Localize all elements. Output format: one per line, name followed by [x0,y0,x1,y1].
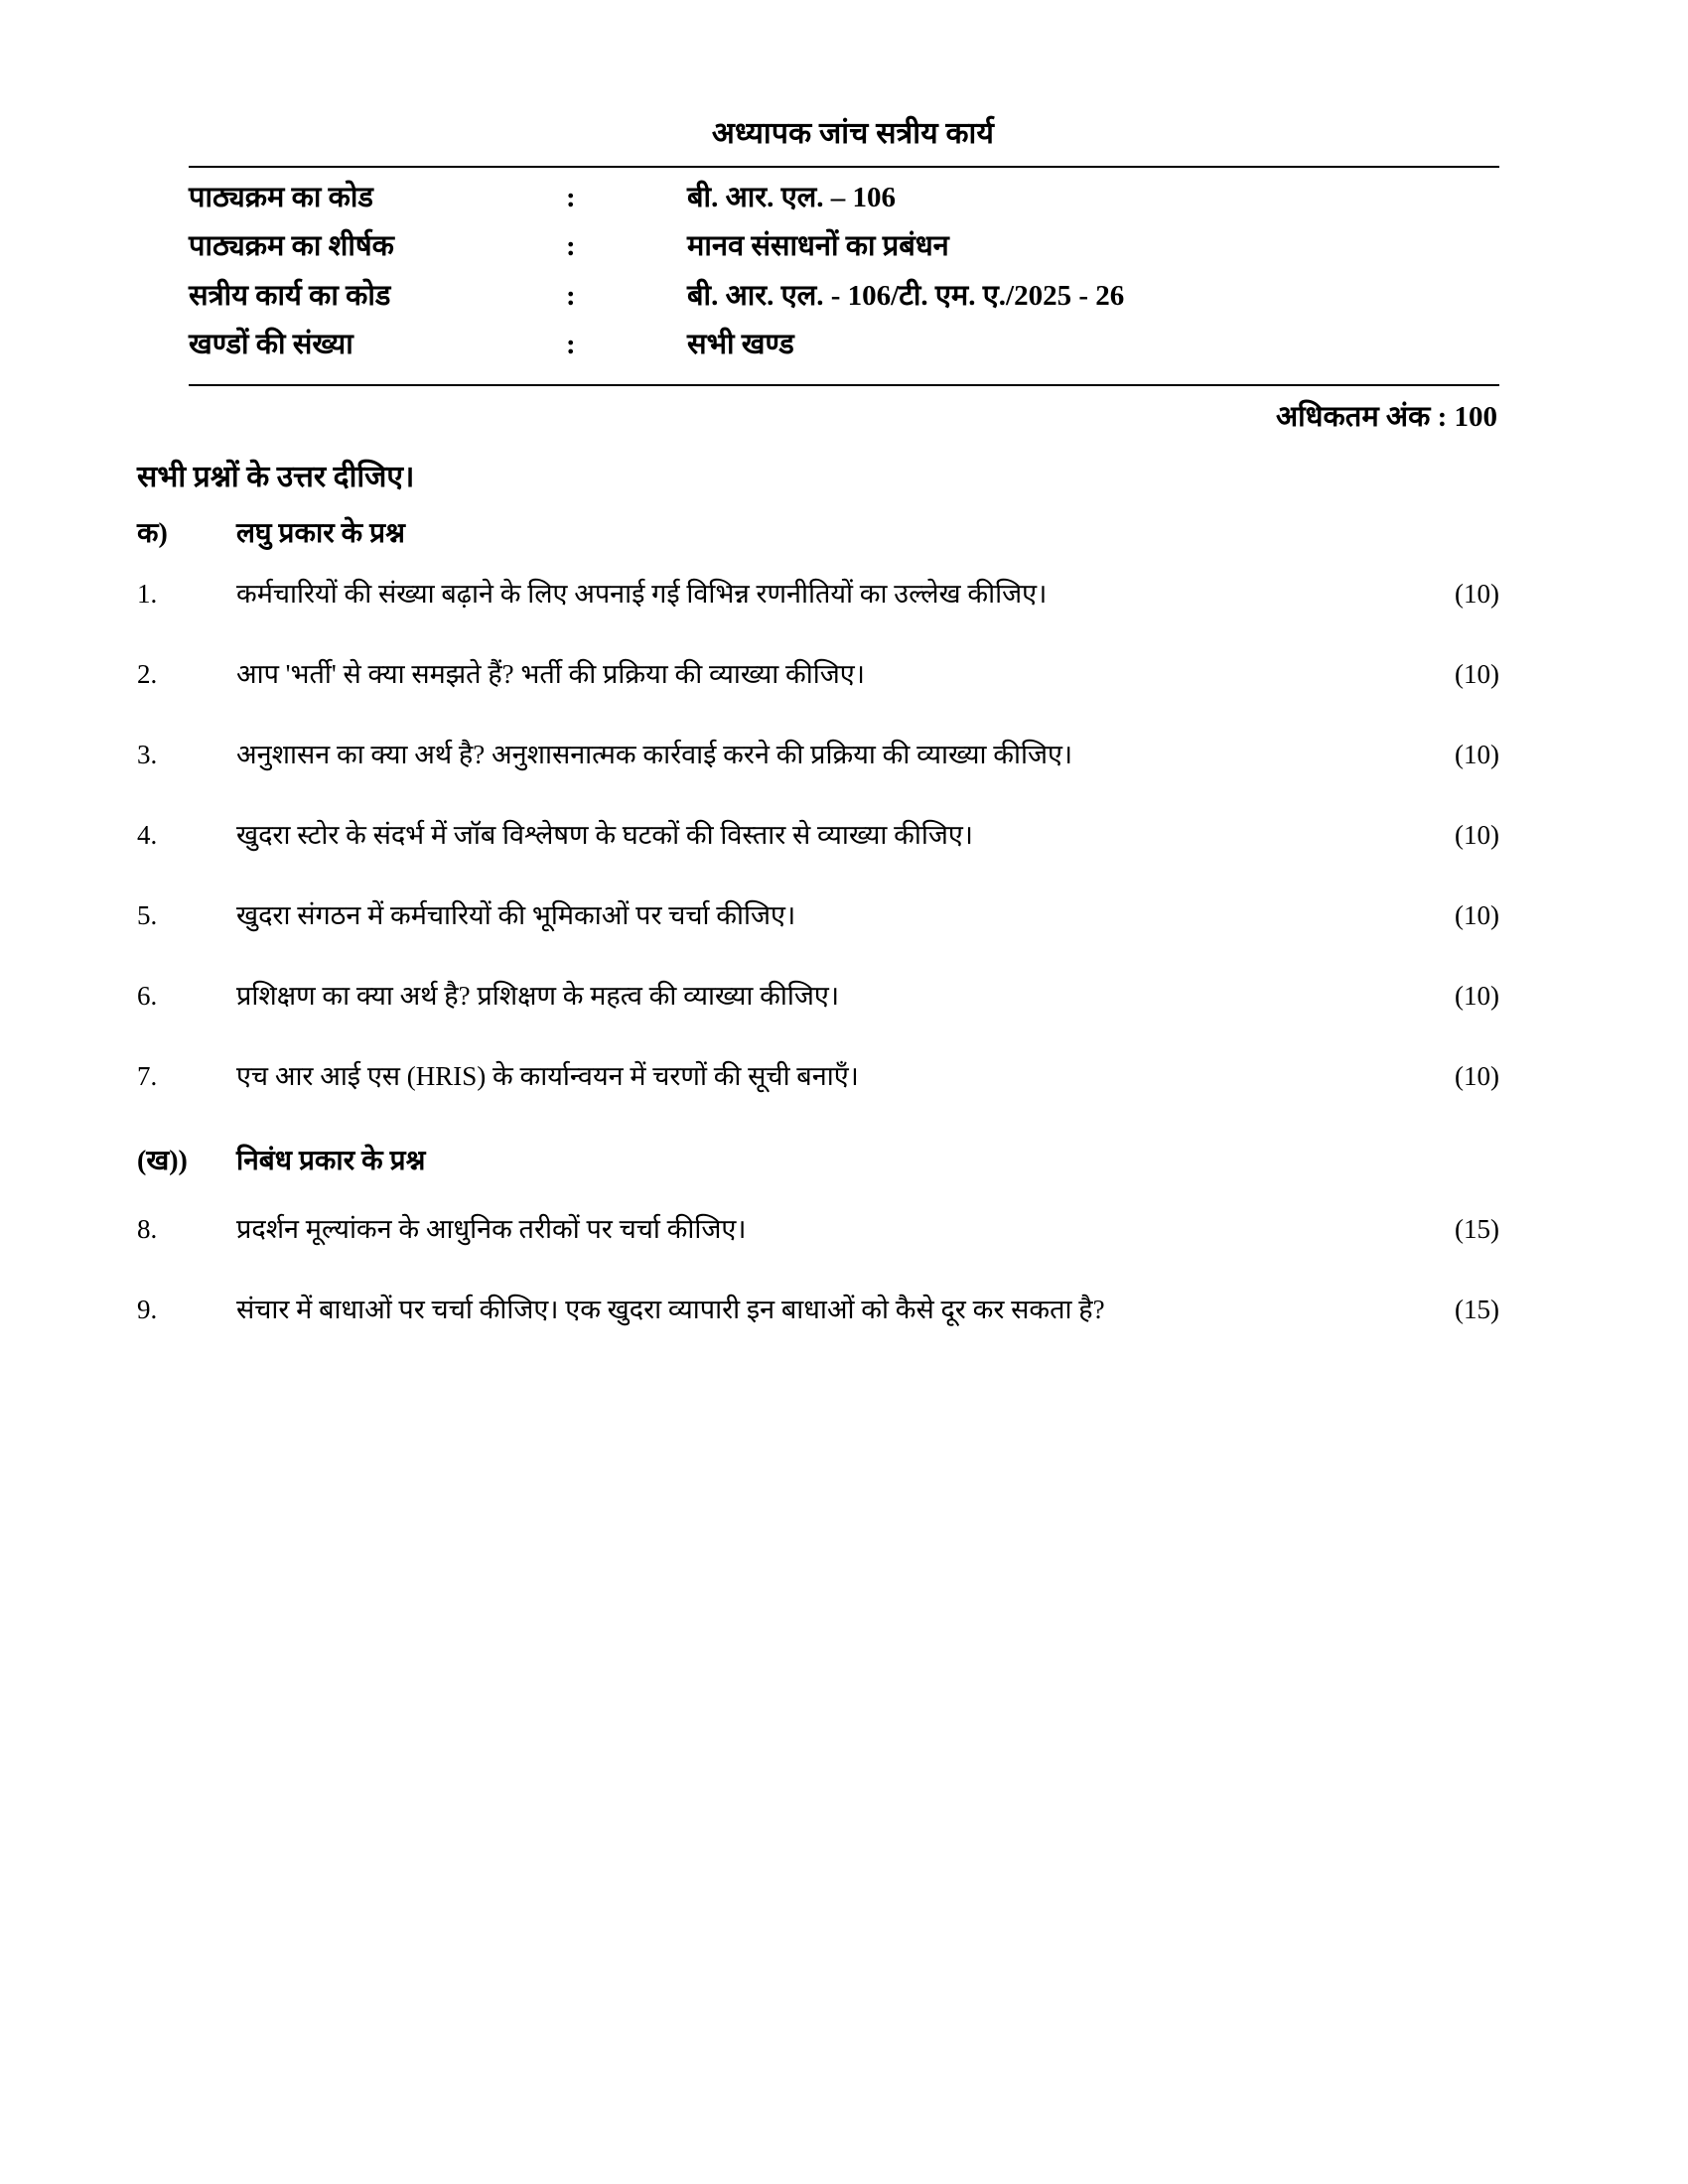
question-number: 8. [137,1213,158,1244]
blocks-count-value: सभी खण्ड [687,329,794,361]
course-title-value: मानव संसाधनों का प्रबंधन [687,230,949,263]
course-code-label: पाठ्यक्रम का कोड [189,182,373,213]
section-b-title: निबंध प्रकार के प्रश्न [236,1145,426,1176]
question-number: 7. [137,1061,158,1092]
list-item [137,898,1499,933]
course-metadata-table [189,174,1499,370]
course-title-label: पाठ्यक्रम का शीर्षक [189,230,394,263]
question-text: अनुशासन का क्या अर्थ है? अनुशासनात्मक कार्रवाई करने की प्रक्रिया की व्याख्या कीजिए। [236,740,1073,770]
question-marks: (15) [1455,1294,1499,1324]
list-item [137,577,1499,612]
maximum-marks: अधिकतम अंक : 100 [1276,400,1497,433]
list-item [137,1293,1499,1327]
list-item [137,1059,1499,1094]
list-item [137,657,1499,692]
question-marks: (10) [1455,658,1499,689]
question-text: खुदरा स्टोर के संदर्भ में जॉब विश्लेषण के घटकों की विस्तार से व्याख्या कीजिए। [236,820,974,851]
question-text: प्रशिक्षण का क्या अर्थ है? प्रशिक्षण के महत्व की व्याख्या कीजिए। [236,981,840,1012]
list-item [137,738,1499,772]
question-marks: (10) [1455,1061,1499,1092]
question-text: खुदरा संगठन में कर्मचारियों की भूमिकाओं पर चर्चा कीजिए। [236,900,796,931]
header-top-divider [189,166,1499,168]
assignment-code-value: बी. आर. एल. - 106/टी. एम. ए./2025 - 26 [687,279,1125,312]
section-heading-b [137,1141,1499,1178]
table-row [189,174,1499,222]
table-row [189,321,1499,369]
question-marks: (10) [1455,740,1499,770]
blocks-count-label: खण्डों की संख्या [189,329,353,361]
colon-separator: : [566,329,576,361]
question-number: 1. [137,578,158,609]
question-marks: (10) [1455,900,1499,931]
colon-separator: : [566,182,576,213]
question-number: 2. [137,658,158,689]
question-marks: (10) [1455,820,1499,851]
section-b-marker: (ख)) [137,1145,188,1176]
question-text: प्रदर्शन मूल्यांकन के आधुनिक तरीकों पर चर्चा कीजिए। [236,1213,747,1244]
instruction-text: सभी प्रश्नों के उत्तर दीजिए। [137,460,415,493]
list-item [137,1212,1499,1247]
colon-separator: : [566,279,576,312]
question-text: एच आर आई एस (HRIS) के कार्यान्वयन में चरणों की सूची बनाएँ। [236,1061,859,1092]
question-number: 9. [137,1294,158,1324]
question-marks: (10) [1455,981,1499,1012]
question-number: 3. [137,740,158,770]
section-heading-a [137,513,1499,551]
question-marks: (10) [1455,578,1499,609]
question-text: संचार में बाधाओं पर चर्चा कीजिए। एक खुदरा व्यापारी इन बाधाओं को कैसे दूर कर सकता है? [236,1294,1105,1324]
section-a-title: लघु प्रकार के प्रश्न [236,517,405,549]
colon-separator: : [566,230,576,263]
question-marks: (15) [1455,1213,1499,1244]
question-number: 5. [137,900,158,931]
assignment-code-label: सत्रीय कार्य का कोड [189,279,391,312]
essay-questions-list [137,1212,1499,1327]
page-content [137,0,1499,1373]
question-number: 6. [137,981,158,1012]
question-text: आप 'भर्ती' से क्या समझते हैं? भर्ती की प्रक्रिया की व्याख्या कीजिए। [236,658,865,689]
table-row [189,222,1499,271]
page-title: अध्यापक जांच सत्रीय कार्य [711,117,995,150]
list-item [137,979,1499,1014]
table-row [189,272,1499,321]
list-item [137,818,1499,853]
short-questions-list [137,577,1499,1095]
question-number: 4. [137,820,158,851]
section-a-marker: क) [137,517,168,549]
question-text: कर्मचारियों की संख्या बढ़ाने के लिए अपनाई गई विभिन्न रणनीतियों का उल्लेख कीजिए। [236,578,1048,609]
course-code-value: बी. आर. एल. – 106 [687,182,897,213]
